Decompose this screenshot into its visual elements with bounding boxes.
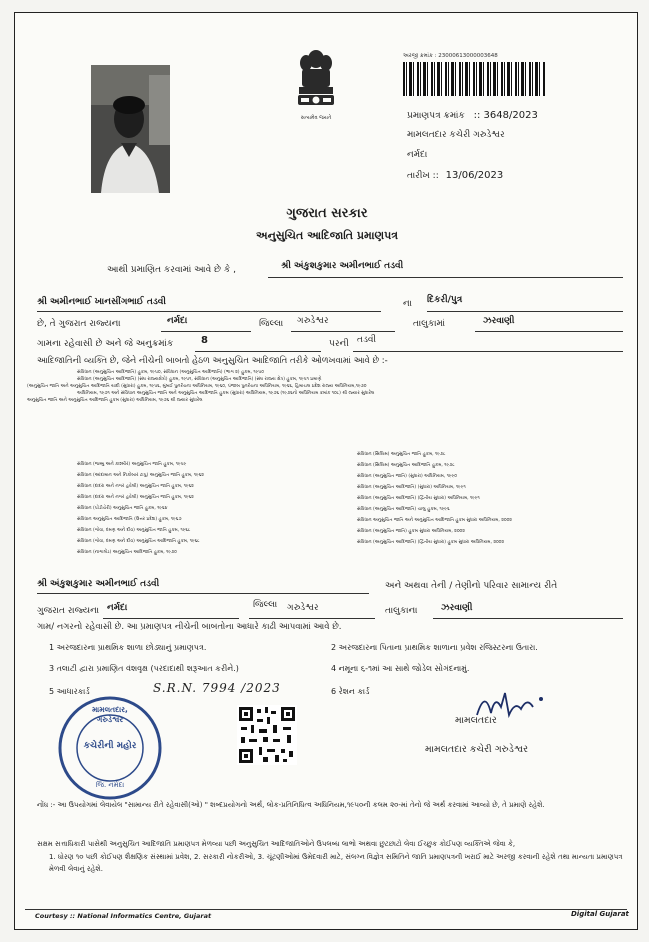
barcode — [403, 62, 545, 96]
act-line: સંવિધાન (અનુસુચિત આદિજાતિ) (સુધારા) અધિનિયમ, ૧૯૯૧ — [357, 485, 466, 490]
footer-brand: Digital Gujarat — [571, 910, 629, 918]
applicant-photo — [91, 65, 170, 193]
act-line: અનુસુચિત જાતિ અને અનુસુચિત આદિજાતિ હુકમ (સુધારા) અધિનિયમ, ૧૯૭૬ થી જ્યાર સુધારેલ — [27, 398, 203, 403]
parni-text: પરની — [329, 339, 349, 349]
eligibility-items: 1. ધોરણ ૧૦ પછી કોઈપણ શૈક્ષણિક સંસ્થામાં પ્રવેશ, 2. સરકારી નોકરીઓ, 3. ચૂંટણીઓમાં ઉમેદવારી માટે, સંલગ્ન વિજ્ઞેત્ર સમિતિને જાતિ પ્રમાણપત્રની ખરાઈ માટે અરજી કરવાની રહેશે તથા માન્યતા પ્રમાણપત્ર મેળવી લેવાનું રહેશે. — [49, 853, 623, 873]
act-line: સંવિધાન અનુસુચિત આદિજાતિ (ઉત્તર પ્રદેશ) હુકમ, ૧૯૬૭ — [77, 517, 182, 522]
applicant-photo-image — [91, 65, 170, 193]
qr-code — [237, 705, 297, 765]
eligibility-paragraph: સક્ષમ સત્તાધિકારી પાસેથી અનુસુચિત આદિજાતિ પ્રમાણપત્ર મેળવ્યા પછી અનુસુચિત આદિજાતિઓને ઉપલબ્ધ લાભો અથવા છુટછાટો લેવા ઈચ્છુક કોઈપણ વ્યક્તિએ જેવા કે, — [37, 840, 516, 848]
certify-text: આથી પ્રમાણિત કરવામાં આવે છે કે , — [107, 265, 236, 275]
act-line: સંવિધાન (અનુસુચિત આદિજાતિ) હુકમ, ૧૯૫૦, સંવિધાન (અનુસુચિત આદિજાતિ) (ભાગ ૨) હુકમ, ૧૯૫૦ — [77, 370, 264, 375]
act-line: સંવિધાન (સિક્કિમ) અનુસુચિત આદિજાતિ હુકમ, ૧૯૭૮ — [357, 463, 455, 468]
signatory-office: મામલતદાર કચેરી ગરુડેશ્વર — [425, 744, 529, 755]
note-text: નોંધ :- આ ઉપયોગમાં લેવાયેલ "સામાન્ય રીતે રહેવાસી(ઓ) " શબ્દપ્રયોગનો અર્થ, લોક-પ્રતિનિધિત્વ અધિનિયમ,૧૯૫૦ની કલમ ૨૦-માં તેનો જે અર્થ કરવામાં આવ્યો છે, તે પ્રમાણે રહેશે. — [37, 801, 545, 809]
certificate-number: :: 3648/2023 — [473, 110, 538, 121]
certificate-date: 13/06/2023 — [445, 170, 504, 181]
district-name: નર્મદા — [407, 150, 428, 160]
father-name: શ્રી અમીનભાઈ ખાનસીંગભાઈ તડવી — [37, 297, 166, 307]
office-name: મામલતદાર કચેરી ગરુડેશ્વર — [407, 130, 505, 140]
act-line: (અનુસુચિત જાતિ અને અનુસુચિત આદિજાતિ યાદી (સુધારા) હુકમ, ૧૯૫૬, મુંબઈ પુનર્રચના અધિનિયમ, ૧૯૬૦, પંજાબ પુનર્રચના અધિનિયમ, ૧૯૬૬, હિમાચલ પ્રદેશ રાજ્ય અધિનિયમ,૧૯૭૦ — [27, 384, 367, 389]
acts-top-list — [27, 369, 627, 404]
act-line: સંવિધાન (અનુસુચિત આદિજાતિ) ચાલુ હુકમ, ૧૯૯૬ — [357, 507, 450, 512]
act-line: અધિનિયમ, ૧૯૭૧ અને સંવિધાન અનુસુચિત જાતિ અને અનુસુચિત આદિજાતિ હુકમ (સુધારા) અધિનિયમ, ૧૯૭૬ (૧૯૭૬નો અધિનિયમ ક્રમાંક ૧૦૮) થી જ્યાર સુધારેલ — [77, 391, 375, 396]
acts-right-list — [357, 449, 627, 548]
act-line: સંવિધાન (દાદરા અને નગર હવેલી) અનુસુચિત જાતિ હુકમ, ૧૯૬૨ — [77, 484, 194, 489]
act-line: સંવિધાન (નાગાલેંડ) અનુસુચિત આદિજાતિ હુકમ, ૧૯૭૦ — [77, 550, 177, 555]
applicant-name: શ્રી અંકુશકુમાર અમીનભાઈ તડવી — [281, 261, 404, 271]
tribe-recognized-line: આદિજાતિની વ્યક્તિ છે, જેને નીચેની બાબતો હેઠળ અનુસુચિત આદિજાતિ તરીકે ઓળખવામાં આવે છે :- — [37, 356, 388, 366]
taluka-label: તાલુકામાં — [413, 319, 446, 329]
act-line: સંવિધાન (દાદરા અને નગર હવેલી) અનુસુચિત જાતિ હુકમ, ૧૯૬૨ — [77, 495, 194, 500]
certificate-sheet — [14, 12, 638, 930]
lion-capital-icon — [293, 45, 339, 111]
act-line: સંવિધાન (જમ્મુ અને કાશ્મીર) અનુસુચિત જાતિ હુકમ, ૧૯૫૯ — [77, 462, 187, 467]
emblem-motto: સત્યમેવ જયતે — [300, 115, 332, 121]
state-title: ગુજરાત સરકાર — [286, 206, 368, 221]
certificate-title: અનુસુચિત આદિજાતિ પ્રમાણપત્ર — [255, 229, 399, 242]
document-6: 6 રેશન કાર્ડ — [331, 687, 370, 696]
district-value: નર્મદા — [167, 316, 188, 326]
seal-bottom-text: જિ. નર્મદા — [95, 781, 125, 789]
seal-outer-text: મામલતદાર, ગરુડેશ્વર — [92, 705, 128, 724]
act-line: સંવિધાન (ગોવા, દમણ અને દીવ) અનુસુચિત આદિજાતિ હુકમ, ૧૯૬૮ — [77, 539, 200, 544]
signatory-title: મામલતદાર — [455, 715, 497, 726]
document-5: 5 આધારકાર્ડ — [49, 687, 90, 696]
office-seal-stamp — [57, 695, 163, 801]
act-line: સંવિધાન (પોંડીચેરી) અનુસુચિત જાતિ હુકમ, ૧૯૬૪ — [77, 506, 168, 511]
seal-center-text: કચેરીની મહોર — [83, 741, 137, 751]
village-line: ગામના રહેવાસી છે અને જે અનુક્રમાંક — [37, 339, 174, 349]
act-line: સંવિધાન (અનુસુચિત જાતિ) હુકમ સુધારા અધિનિયમ, ૨૦૦૨ — [357, 529, 465, 534]
qr-code-icon — [237, 705, 297, 765]
national-emblem — [293, 45, 339, 123]
document-4: 4 નમૂના ૬-૧માં આ સાથે જોડેલ સોગંદનામું. — [331, 664, 470, 673]
act-line: સંવિધાન (આંદામાન અને નિકોબાર ટાપુ) અનુસુચિત જાતિ હુકમ, ૧૯૬૨ — [77, 473, 204, 478]
document-3: 3 તલાટી દ્વારા પ્રમાણિત વંશવૃક્ષ (પરદાદાથી શરૂઆત કરીને.) — [49, 664, 239, 673]
family-line: અને અથવા તેની / તેણીનો પરિવાર સામાન્ય રીતે — [385, 581, 558, 591]
district-value-2: નર્મદા — [107, 603, 128, 613]
certificate-number-label: પ્રમાણપત્ર ક્રમાંક — [407, 111, 465, 121]
district-label-2: જિલ્લા — [253, 600, 278, 610]
serial-number: 8 — [201, 335, 208, 346]
act-line: સંવિધાન (અનુસુચિત આદિજાતિ) (સંઘ રાજ્યક્ષેત્રો) હુકમ, ૧૯૫૧, સંવિધાન (અનુસુચિત આદિજાતિ) (સંઘ રાજ્ય ક્ષેત્ર) હુકમ, ૧૯૫૧ પ્રમાણે — [77, 377, 322, 382]
village-value-2: ઝરવાણી — [441, 603, 473, 613]
taluka-value-2: ગરુડેશ્વર — [287, 603, 319, 613]
document-2: 2 અરજદારના પિતાના પ્રાથમિક શાળાના પ્રવેશ રજિસ્ટરના ઉતારા. — [331, 643, 538, 652]
act-line: સંવિધાન (ગોવા, દમણ અને દીવ) અનુસુચિત જાતિ હુકમ, ૧૯૬૮ — [77, 528, 191, 533]
state-line: છે, તે ગુજરાત રાજ્યના — [37, 319, 121, 329]
village-value: ઝરવાણી — [483, 316, 515, 326]
application-number: અરજી ક્રમાંક : 23000613000003648 — [403, 53, 498, 59]
resident-line: ગામ/ નગરનો રહેવાસી છે. આ પ્રમાણપત્ર નીચેની બાબતોના આધારે કાઢી આપવામાં આવે છે. — [37, 622, 342, 632]
na-text: ના — [403, 299, 412, 309]
handwritten-srn: S.R.N. 7994 /2023 — [153, 681, 281, 695]
document-1: 1 અરજદારના પ્રાથમિક શાળા છોડ્યાનું પ્રમાણપત્ર. — [49, 643, 207, 652]
act-line: સંવિધાન (સિક્કિમ) અનુસુચિત જાતિ હુકમ, ૧૯૭૮ — [357, 452, 446, 457]
act-line: સંવિધાન (અનુસુચિત આદિજાતિ) (દ્વિતીય સુધારા) હુકમ સુધારા અધિનિયમ, ૨૦૦૨ — [357, 540, 505, 545]
relation: દિકરી/પુત્ર — [427, 295, 463, 305]
footer-courtesy: Courtesy :: National Informatics Centre, Gujarat — [35, 912, 212, 920]
district-label: જિલ્લા — [259, 319, 284, 329]
date-label: તારીખ :: — [407, 171, 439, 181]
taluka-value: ગરુડેશ્વર — [297, 316, 329, 326]
tribe-name: તડવી — [357, 335, 377, 345]
taluka-label-2: તાલુકાના — [385, 606, 418, 616]
applicant-name-2: શ્રી અંકુશકુમાર અમીનભાઈ તડવી — [37, 579, 160, 589]
act-line: સંવિધાન અનુસુચિત જાતિ અને અનુસુચિત આદિજાતિ હુકમ સુધારા અધિનિયમ, ૨૦૦૨ — [357, 518, 512, 523]
act-line: સંવિધાન (અનુસુચિત જાતિ) (સુધારા) અધિનિયમ, ૧૯૯૦ — [357, 474, 457, 479]
act-line: સંવિધાન (અનુસુચિત આદિજાતિ) (દ્વિતીય સુધારા) અધિનિયમ, ૧૯૯૧ — [357, 496, 480, 501]
acts-left-list — [77, 459, 317, 558]
state-line-2: ગુજરાત રાજ્યના — [37, 606, 100, 616]
